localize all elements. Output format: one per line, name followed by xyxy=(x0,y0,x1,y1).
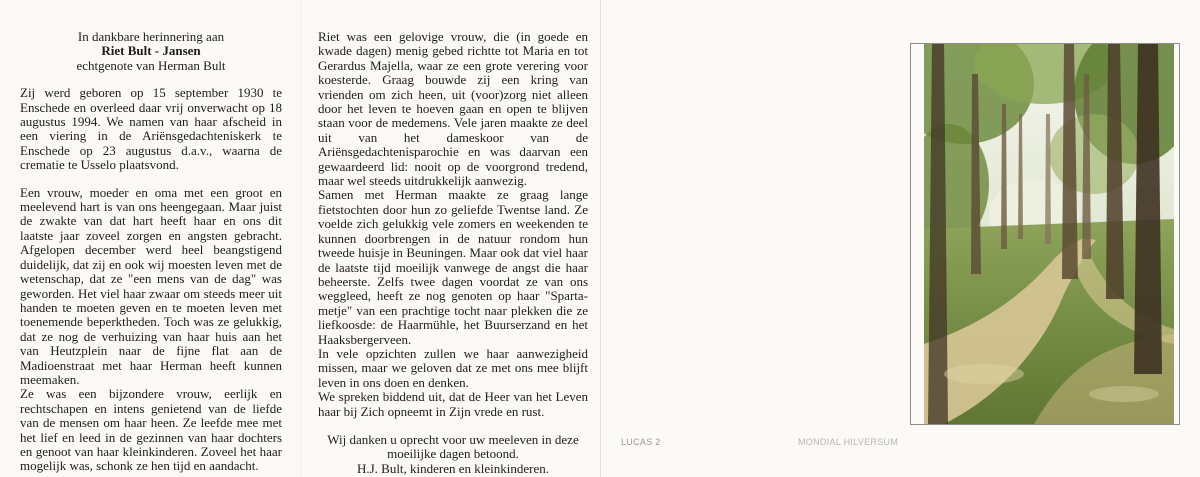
fold-line xyxy=(600,0,601,477)
print-code-label: LUCAS 2 xyxy=(621,437,661,447)
left-column xyxy=(20,30,282,474)
thanks-block xyxy=(318,433,588,476)
paragraph-prayer: We spreken biddend uit, dat de Heer van het Leven haar bij Zich opneemt in Zijn vrede en rust. xyxy=(318,389,588,419)
paragraph-heart: Een vrouw, moeder en oma met een groot en meelevend hart is van ons heengegaan. Maar juist de zwakte van dat hart heeft haar en ons dit laatste jaar zoveel zorgen en angsten gebracht. Afgelopen december werd heel beangstigend duidelijk, dat zij en ook wij moesten leven met de wetenschap, dat ze "een mens van de dag" was geworden. Het viel haar zwaar om steeds meer uit handen te moeten geven en te moeten leven met toenemende beperktheden. Toch was ze gelukkig, dat ze nog de verhuizing van haar huis aan het van Heutzplein naar de fijne flat aan de Madioenstraat met haar Herman heeft kunnen meemaken. xyxy=(20,184,282,387)
paragraph-missing: In vele opzichten zullen we haar aanwezigheid missen, maar we geloven dat ze met ons mee blijft leven in ons doen en denken. xyxy=(318,345,588,390)
paragraph-birth-death: Zij werd geboren op 15 september 1930 te Enschede en overleed daar vrij onverwacht op 18 augustus 1994. We namen van haar afscheid in een viering in de Ariënsgedachteniskerk te Enschede op 23 augustus d.a.v., waarna de crematie te Usselo plaatsvond. xyxy=(20,85,282,173)
paragraph-cycling: Samen met Herman maakte ze graag lange fietstochten door hun zo geliefde Twentse land. Ze voelde zich gelukkig vele zomers en weekenden te kunnen doorbrengen in de natuur rondom hun tweede huisje in Beuningen. Maar ook dat viel haar de laatste tijd moeilijk vanwege de angst die haar beheerste. Zelfs twee dagen voordat ze van ons weggleed, heeft ze nog genoten op haar "Sparta-metje" van een prachtige tocht naar plekken die ze liefkoosde: de Haarmühle, het Buurserzand en het Haaksbergerveen. xyxy=(318,187,588,347)
deceased-name: Riet Bult - Jansen xyxy=(101,43,201,59)
forest-path-photo xyxy=(924,44,1174,424)
card-heading xyxy=(20,30,282,73)
thanks-line: Wij danken u oprecht voor uw meeleven in deze xyxy=(327,431,579,447)
right-column xyxy=(318,30,588,476)
paragraph-character: Ze was een bijzondere vrouw, eerlijk en rechtschapen en intens genietend van de liefde van de mensen om haar heen. Ze leefde mee met het lief en leed in de gezinnen van haar dochters en genoot van haar kleinkinderen. Zoveel het haar mogelijk was, schonk ze hen tijd en aandacht. xyxy=(20,386,282,474)
thanks-line: moeilijke dagen betoond. xyxy=(387,446,519,462)
printer-label: MONDIAL HILVERSUM xyxy=(798,437,899,447)
forest-path-image xyxy=(924,44,1174,424)
fold-line xyxy=(300,0,301,477)
paragraph-faith: Riet was een gelovige vrouw, die (in goede en kwade dagen) menig gebed richtte tot Maria en tot Gerardus Majella, waar ze een grote verering voor koesterde. Graag bouwde zij een kring van vrienden om zich heen, uit (voor)zorg niet alleen door het leven te hoeven gaan en open te blijven staan voor de medemens. Vele jaren maakte ze deel uit van het dameskoor van de Ariënsgedachtenisparochie en was daarvan een gewaardeerd lid: nooit op de voorgrond tredend, maar wel steeds uitdrukkelijk aanwezig. xyxy=(318,29,588,189)
heading-intro: In dankbare herinnering aan xyxy=(77,29,225,44)
spouse-line: echtgenote van Herman Bult xyxy=(76,57,226,73)
signature-line: H.J. Bult, kinderen en kleinkinderen. xyxy=(356,460,550,476)
